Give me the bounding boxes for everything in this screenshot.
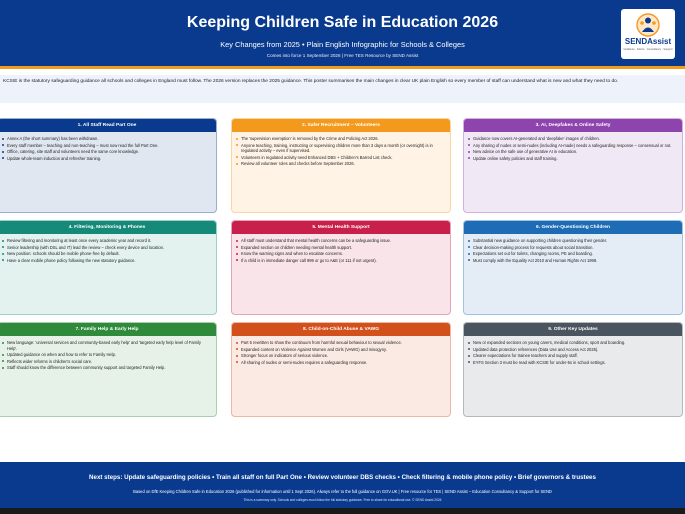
card-list [232, 336, 450, 365]
next-steps: Next steps: Update safeguarding policies • Train all staff on full Part One • Review volunteer DBS checks • Check filtering & mobile phone policy • Brief governors & trustees [89, 474, 596, 481]
card-list-item: Review all volunteer roles and checks before September 2026. [236, 161, 446, 167]
bottom-strip [0, 508, 685, 514]
card-list-item: Clear decision-making process for requests about social transition. [468, 245, 678, 251]
card-list-item: Expectations set out for toilets, changing rooms, PE and boarding. [468, 251, 678, 257]
card-safer-recruitment [231, 118, 451, 213]
card-list-item: Update online safety policies and staff training. [468, 156, 678, 162]
card-list-item: Every staff member – teaching and non-teaching – must now read the full Part One. [2, 143, 212, 149]
intro-text: KCSIE is the statutory safeguarding guidance all schools and colleges in England must follow. The 2026 version replaces the 2025 guidance. This poster summarises the main changes in clear UK plain English so every member of staff can understand what is new and what they need to do. [3, 79, 619, 84]
card-title: 6. Gender-Questioning Children [464, 221, 682, 234]
card-list-item: New language: 'universal services and community-based early help' and 'targeted early help level of Family Help'. [2, 340, 212, 351]
card-list-item: New position: schools should be mobile phone-free by default. [2, 251, 212, 257]
card-child-on-child-abuse [231, 322, 451, 417]
card-list-item: Update whole-team induction and refresher training. [2, 156, 212, 162]
card-list-item: Substantial new guidance on supporting children questioning their gender. [468, 238, 678, 244]
card-title: 9. Other Key Updates [464, 323, 682, 336]
card-list-item: Guidance now covers AI-generated and 'deepfake' images of children. [468, 136, 678, 142]
card-list-item: Any sharing of nudes or semi-nudes (including AI-made) needs a safeguarding response – consensual or not. [468, 143, 678, 149]
intro-box [0, 75, 685, 103]
logo-tagline: Guidance · Advice · Consultancy · Support [623, 48, 673, 51]
poster-title: Keeping Children Safe in Education 2026 [186, 14, 499, 31]
card-gender-questioning [463, 220, 683, 315]
poster-subtitle: Key Changes from 2025 • Plain English Infographic for Schools & Colleges [220, 40, 465, 49]
card-list-item: Stronger focus on indicators of serious violence. [236, 353, 446, 359]
card-list [464, 234, 682, 263]
footer-disclaimer: This is a summary only. Schools and colleges must follow the full statutory guidance. Free to share for educational use. © SEND Assist 2026 [243, 498, 442, 502]
card-list-item: The 'supervision exemption' is removed by the Crime and Policing Act 2026. [236, 136, 446, 142]
card-list-item: All staff must understand that mental health concerns can be a safeguarding issue. [236, 238, 446, 244]
poster-note: Comes into force 1 September 2026 | Free TES Resource by SEND Assist [266, 53, 419, 58]
poster-header [0, 0, 685, 66]
poster-footer [0, 462, 685, 508]
card-title: 4. Filtering, Monitoring & Phones [0, 221, 216, 234]
card-list-item: Review filtering and monitoring at least once every academic year and record it. [2, 238, 212, 244]
card-list-item: Volunteers in regulated activity need Enhanced DBS + Children's Barred List check. [236, 155, 446, 161]
card-title: 8. Child-on-Child Abuse & VAWG [232, 323, 450, 336]
card-list-item: Part 5 rewritten to show the continuum from harmful sexual behaviour to sexual violence. [236, 340, 446, 346]
footer-credit: Based on DfE Keeping Children Safe in Education 2026 (published for information until 1 Sept 2026). Always refer to the full guidance on GOV.UK | Free resource for TES | SEND Assist – Education Consultancy & Support for SEND [133, 489, 552, 494]
card-family-help [0, 322, 217, 417]
card-list [232, 132, 450, 167]
card-list-item: Reflects wider reforms in children's social care. [2, 359, 212, 365]
card-list [232, 234, 450, 263]
card-title: 2. Safer Recruitment – Volunteers [232, 119, 450, 132]
card-list-item: New advice on the safe use of generative AI in education. [468, 149, 678, 155]
card-list-item: Clearer expectations for trainee teachers and supply staff. [468, 353, 678, 359]
card-title: 5. Mental Health Support [232, 221, 450, 234]
card-filtering-monitoring [0, 220, 217, 315]
card-list [0, 132, 216, 161]
card-list-item: If a child is in immediate danger call 999 or go to A&E (or 111 if not urgent). [236, 258, 446, 264]
card-all-staff-part-one [0, 118, 217, 213]
card-list [464, 132, 682, 161]
card-other-updates [463, 322, 683, 417]
card-list [464, 336, 682, 365]
card-list-item: Annex A (the short summary) has been withdrawn. [2, 136, 212, 142]
send-assist-logo [621, 9, 675, 59]
logo-figure-icon [635, 12, 661, 37]
card-list-item: New or expanded sections on young carers, medical conditions, sport and boarding. [468, 340, 678, 346]
card-list-item: Anyone teaching, training, instructing or supervising children more than 3 days a month (or overnight) is in regulated activity – even if supervised. [236, 143, 446, 154]
card-title: 7. Family Help & Early Help [0, 323, 216, 336]
card-list-item: Know the warning signs and when to escalate concerns. [236, 251, 446, 257]
card-list-item: Have a clear mobile phone policy following the new statutory guidance. [2, 258, 212, 264]
card-list-item: Office, catering, site staff and volunteers need the same core knowledge. [2, 149, 212, 155]
logo-name: SENDAssist [624, 37, 672, 46]
card-list-item: Expanded section on children needing mental health support. [236, 245, 446, 251]
card-list-item: All sharing of nudes or semi-nudes requires a safeguarding response. [236, 360, 446, 366]
header-accent-bar [0, 66, 685, 69]
card-ai-deepfakes [463, 118, 683, 213]
card-mental-health [231, 220, 451, 315]
card-title: 1. All Staff Read Part One [0, 119, 216, 132]
card-list-item: Updated data protection references (Data Use and Access Act 2025). [468, 347, 678, 353]
card-list [0, 234, 216, 263]
card-list-item: Updated guidance on when and how to refer to Family Help. [2, 352, 212, 358]
card-list-item: Expanded content on Violence Against Women and Girls (VAWG) and misogyny. [236, 347, 446, 353]
card-title: 3. AI, Deepfakes & Online Safety [464, 119, 682, 132]
card-list-item: EYFS Section 3 must be read with KCSIE for under-5s in school settings. [468, 360, 678, 366]
card-list-item: Senior leadership (with DSL and IT) lead the review – check every device and location. [2, 245, 212, 251]
card-list-item: Must comply with the Equality Act 2010 and Human Rights Act 1998. [468, 258, 678, 264]
card-list [0, 336, 216, 371]
card-list-item: Staff should know the difference between community support and targeted Family Help. [2, 365, 212, 371]
